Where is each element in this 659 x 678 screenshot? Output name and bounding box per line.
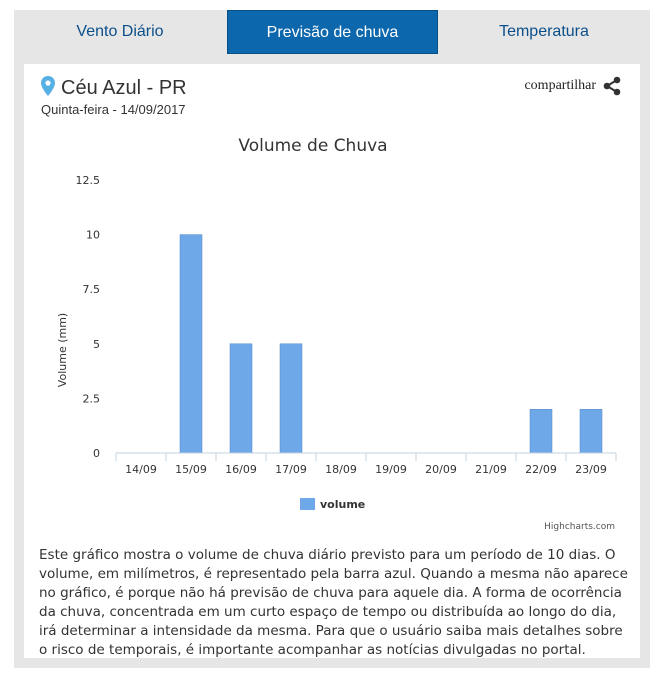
y-tick-label: 2.5 [82,392,100,406]
y-axis-label: Volume (mm) [56,312,69,388]
y-tick-label: 10 [86,228,100,242]
x-tick-label: 20/09 [425,463,457,476]
bar-15/09[interactable] [180,235,202,453]
x-tick-label: 18/09 [325,463,357,476]
chart-legend[interactable] [300,498,365,511]
share-button[interactable] [524,76,622,96]
x-tick-label: 22/09 [525,463,557,476]
share-icon [602,76,622,96]
y-tick-label: 5 [93,337,100,351]
x-tick-label: 21/09 [475,463,507,476]
bar-17/09[interactable] [280,344,302,453]
map-pin-icon [41,76,55,101]
rain-volume-chart [24,134,640,534]
location-header [41,76,187,101]
y-tick-label: 0 [93,447,100,460]
chart-credits[interactable]: Highcharts.com [544,522,615,532]
tab-temperatura[interactable]: Temperatura [499,23,589,40]
legend-label: volume [320,498,366,511]
x-tick-label: 15/09 [175,463,207,476]
legend-swatch [300,498,315,510]
chart-title: Volume de Chuva [238,136,388,156]
weather-widget [14,10,650,668]
x-tick-label: 16/09 [225,463,257,476]
forecast-date: Quinta-feira - 14/09/2017 [41,102,186,117]
share-label: compartilhar [524,78,596,93]
x-tick-label: 19/09 [375,463,407,476]
location-title: Céu Azul - PR [61,77,187,99]
tab-bar [14,10,650,54]
bar-23/09[interactable] [580,409,602,453]
y-tick-label: 7.5 [82,283,100,297]
tab-previsao-de-chuva[interactable]: Previsão de chuva [227,10,438,54]
bar-16/09[interactable] [230,344,252,453]
chart-description: Este gráfico mostra o volume de chuva diário previsto para um período de 10 dias. O volume, em milímetros, é representado pela barra azul. Quando a mesma não aparece no gráfico, é porque não há previsão de chuva para aquele dia. A forma de ocorrência da chuva, concentrada em um curto espaço de tempo ou distribuída ao longo do dia, irá determinar a intensidade da mesma. Para que o usuário saiba mais detalhes sobre o risco de temporais, é importante acompanhar as notícias divulgadas no portal. [39,547,628,658]
forecast-panel [24,64,640,658]
x-tick-label: 14/09 [125,463,157,476]
x-tick-label: 23/09 [575,463,607,476]
tab-vento-diario[interactable]: Vento Diário [76,23,164,40]
y-tick-label: 12.5 [75,174,100,187]
x-tick-label: 17/09 [275,463,307,476]
bar-22/09[interactable] [530,409,552,453]
